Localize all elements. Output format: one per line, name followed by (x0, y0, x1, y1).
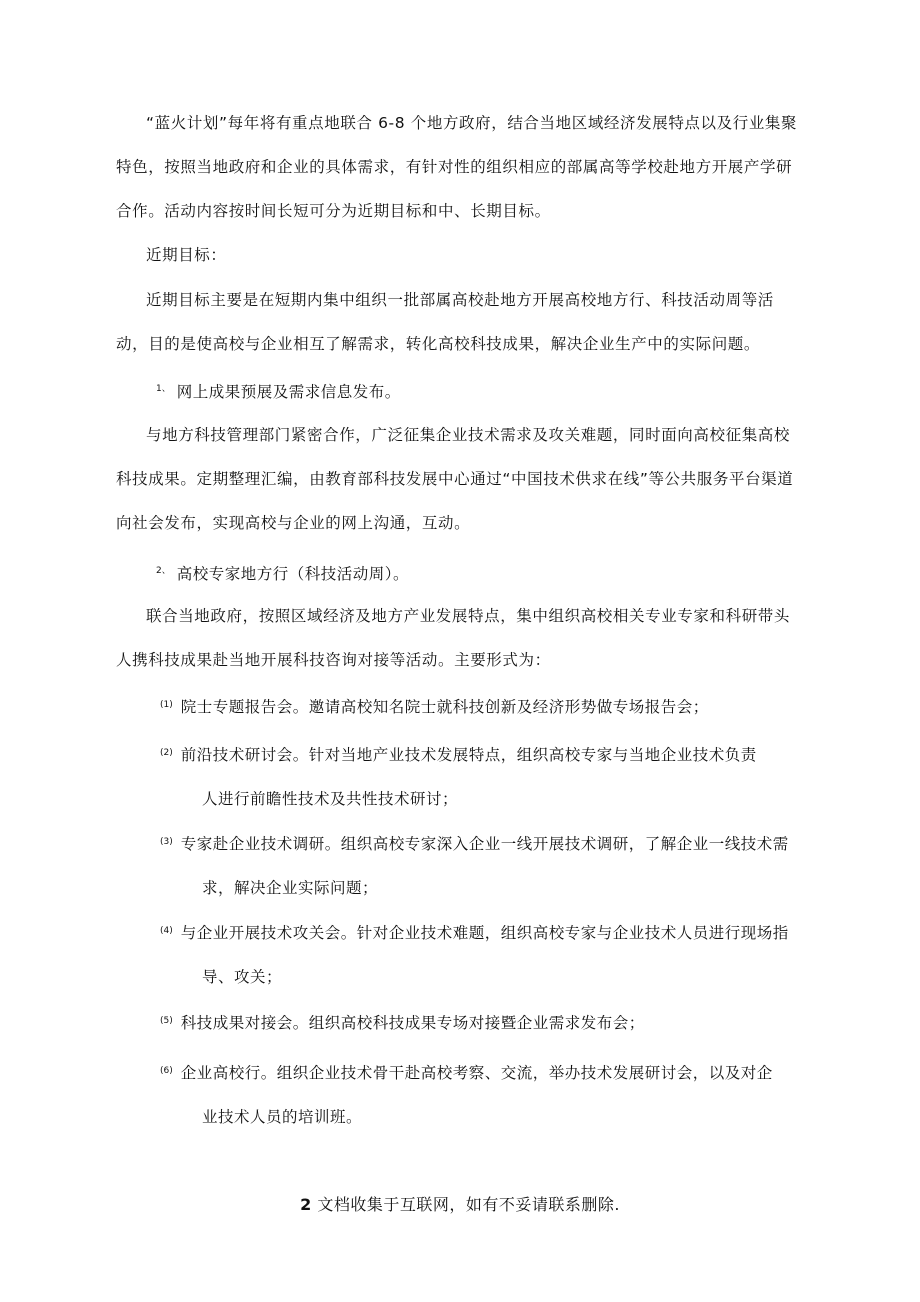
section-2-number: 2、 (156, 566, 171, 576)
near-term-heading: 近期目标： (146, 246, 227, 264)
list-item-4 (160, 909, 820, 999)
list-item-text: 科技成果对接会。组织高校科技成果专场对接暨企业需求发布会； (180, 1014, 645, 1032)
list-item-marker: (4) (160, 926, 173, 936)
list-item-continuation: 求，解决企业实际问题； (202, 879, 379, 897)
section-1-number: 1、 (156, 384, 171, 394)
list-item-marker: (3) (160, 837, 173, 847)
list-item-text: 企业高校行。组织企业技术骨干赴高校考察、交流，举办技术发展研讨会，以及对企 (180, 1064, 773, 1082)
intro-line-3: 合作。活动内容按时间长短可分为近期目标和中、长期目标。 (116, 202, 551, 220)
near-term-line-2: 动，目的是使高校与企业相互了解需求，转化高校科技成果，解决企业生产中的实际问题。 (116, 335, 761, 353)
list-item-marker: (5) (160, 1016, 173, 1026)
list-item-6 (160, 1049, 820, 1139)
intro-line-1: “蓝火计划”每年将有重点地联合 6-8 个地方政府，结合当地区域经济发展特点以及行业集聚 (146, 114, 798, 132)
near-term-line-1: 近期目标主要是在短期内集中组织一批部属高校赴地方开展高校地方行、科技活动周等活 (146, 291, 774, 309)
section-2-line-2: 人携科技成果赴当地开展科技咨询对接等活动。主要形式为： (116, 651, 551, 669)
list-item-continuation: 导、攻关； (202, 968, 283, 986)
intro-line-2: 特色，按照当地政府和企业的具体需求，有针对性的组织相应的部属高等学校赴地方开展产学研 (116, 158, 793, 176)
list-item-1 (160, 683, 820, 729)
list-item-3 (160, 820, 820, 910)
list-item-text: 院士专题报告会。邀请高校知名院士就科技创新及经济形势做专场报告会； (180, 698, 709, 716)
list-item-2 (160, 731, 820, 821)
list-item-continuation: 人进行前瞻性技术及共性技术研讨； (202, 790, 459, 808)
footer-text: 文档收集于互联网，如有不妥请联系删除. (317, 1195, 620, 1214)
list-item-marker: (2) (160, 748, 173, 758)
section-2-line-1: 联合当地政府，按照区域经济及地方产业发展特点，集中组织高校相关专业专家和科研带头 (146, 607, 791, 625)
page-footer (0, 1192, 920, 1215)
list-item-continuation: 业技术人员的培训班。 (202, 1108, 363, 1126)
list-item-text: 专家赴企业技术调研。组织高校专家深入企业一线开展技术调研，了解企业一线技术需 (180, 835, 789, 853)
list-item-5 (160, 999, 820, 1045)
section-1-line-2: 科技成果。定期整理汇编，由教育部科技发展中心通过“中国技术供求在线”等公共服务平台渠道 (116, 470, 794, 488)
list-item-text: 与企业开展技术攻关会。针对企业技术难题，组织高校专家与企业技术人员进行现场指 (180, 924, 789, 942)
list-item-marker: (1) (160, 700, 173, 710)
section-1-title: 网上成果预展及需求信息发布。 (176, 383, 401, 401)
page-number: 2 (300, 1195, 312, 1214)
section-1-line-3: 向社会发布，实现高校与企业的网上沟通，互动。 (116, 514, 471, 532)
list-item-marker: (6) (160, 1066, 173, 1076)
section-1-line-1: 与地方科技管理部门紧密合作，广泛征集企业技术需求及攻关难题，同时面向高校征集高校 (146, 426, 791, 444)
section-2-heading (156, 552, 409, 593)
section-1-heading (156, 370, 401, 411)
list-item-text: 前沿技术研讨会。针对当地产业技术发展特点，组织高校专家与当地企业技术负责 (180, 746, 757, 764)
section-2-title: 高校专家地方行（科技活动周）。 (176, 565, 409, 583)
